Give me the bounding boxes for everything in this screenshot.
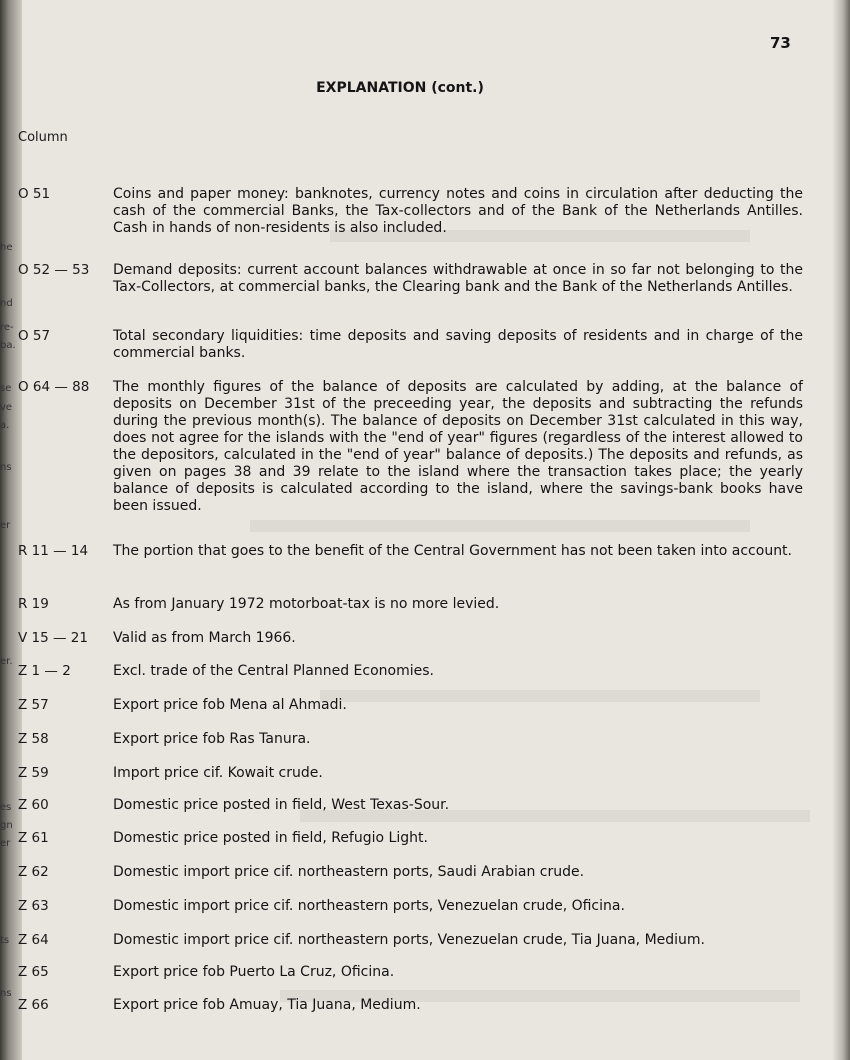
margin-fragment: ve bbox=[0, 402, 13, 413]
entry-text: Valid as from March 1966. bbox=[113, 630, 296, 646]
margin-fragment: ba. bbox=[0, 340, 16, 351]
margin-fragment: he bbox=[0, 242, 13, 253]
entry-code: Z 57 bbox=[18, 697, 49, 713]
entry-code: Z 66 bbox=[18, 997, 49, 1013]
entry-code: R 19 bbox=[18, 596, 49, 612]
entry-code: Z 65 bbox=[18, 964, 49, 980]
entry-code: V 15 — 21 bbox=[18, 630, 88, 646]
entry-text: Domestic price posted in field, Refugio Light. bbox=[113, 830, 428, 846]
show-through-mark bbox=[250, 520, 750, 532]
entry-code: R 11 — 14 bbox=[18, 543, 89, 559]
margin-fragment: er bbox=[0, 838, 11, 849]
margin-fragment: a. bbox=[0, 420, 10, 431]
entry-text: The portion that goes to the benefit of the Central Government has not been taken into account. bbox=[113, 543, 792, 559]
entry-code: O 52 — 53 bbox=[18, 262, 90, 278]
entry-text: Domestic price posted in field, West Texas-Sour. bbox=[113, 797, 450, 813]
entry-code: Z 1 — 2 bbox=[18, 663, 71, 679]
margin-fragment: ts bbox=[0, 935, 10, 946]
column-header: Column bbox=[18, 130, 68, 145]
entry-text: The monthly figures of the balance of deposits are calculated by adding, at the balance of deposits on December 31st of the preceeding year, the deposits and subtracting the refunds during the previous month(s). The balance of deposits on December 31st calculated in this way, does not agree for the islands with the "end of year" figures (regardless of the interest allowed to the depositors, calculated in the "end of year" balance of deposits.) The deposits and refunds, as given on pages 38 and 39 relate to the island where the transaction takes place; the yearly balance of deposits is calculated according to the island, where the savings-bank books have been issued. bbox=[113, 379, 803, 514]
margin-fragment: er bbox=[0, 520, 11, 531]
page-number: 73 bbox=[770, 34, 791, 52]
margin-fragment: re- bbox=[0, 322, 14, 333]
entry-code: Z 58 bbox=[18, 731, 49, 747]
entry-code: Z 60 bbox=[18, 797, 49, 813]
entry-code: Z 64 bbox=[18, 932, 49, 948]
entry-text: Export price fob Ras Tanura. bbox=[113, 731, 311, 747]
entry-text: Coins and paper money: banknotes, currency notes and coins in circulation after deducting the cash of the commercial Banks, the Tax-collectors and of the Bank of the Netherlands Antilles. Cash in hands of non-residents is also included. bbox=[113, 186, 803, 236]
entry-text: Export price fob Amuay, Tia Juana, Medium. bbox=[113, 997, 421, 1013]
entry-code: Z 62 bbox=[18, 864, 49, 880]
entry-code: Z 59 bbox=[18, 765, 49, 781]
entry-text: Domestic import price cif. northeastern ports, Venezuelan crude, Oficina. bbox=[113, 898, 625, 914]
margin-fragment: es bbox=[0, 802, 12, 813]
entry-code: Z 63 bbox=[18, 898, 49, 914]
page-edge bbox=[832, 0, 850, 1060]
entry-text: Demand deposits: current account balances withdrawable at once in so far not belonging to the Tax-Collectors, at commercial banks, the Clearing bank and the Bank of the Netherlands Antilles. bbox=[113, 262, 803, 295]
entry-code: Z 61 bbox=[18, 830, 49, 846]
entry-text: As from January 1972 motorboat-tax is no more levied. bbox=[113, 596, 500, 612]
entry-text: Import price cif. Kowait crude. bbox=[113, 765, 323, 781]
page-heading: EXPLANATION (cont.) bbox=[316, 80, 484, 96]
entry-text: Export price fob Mena al Ahmadi. bbox=[113, 697, 347, 713]
entry-text: Domestic import price cif. northeastern ports, Venezuelan crude, Tia Juana, Medium. bbox=[113, 932, 705, 948]
entry-code: O 51 bbox=[18, 186, 51, 202]
margin-fragment: nd bbox=[0, 298, 13, 309]
margin-fragment: er. bbox=[0, 656, 13, 667]
entry-code: O 64 — 88 bbox=[18, 379, 90, 395]
margin-fragment: se bbox=[0, 383, 12, 394]
entry-text: Domestic import price cif. northeastern ports, Saudi Arabian crude. bbox=[113, 864, 585, 880]
entry-text: Total secondary liquidities: time deposits and saving deposits of residents and in charge of the commercial banks. bbox=[113, 328, 803, 361]
entry-text: Export price fob Puerto La Cruz, Oficina. bbox=[113, 964, 395, 980]
entry-text: Excl. trade of the Central Planned Economies. bbox=[113, 663, 434, 679]
margin-fragment: gn bbox=[0, 820, 13, 831]
margin-fragment: ns bbox=[0, 462, 12, 473]
entry-code: O 57 bbox=[18, 328, 51, 344]
margin-fragment: ns bbox=[0, 988, 12, 999]
